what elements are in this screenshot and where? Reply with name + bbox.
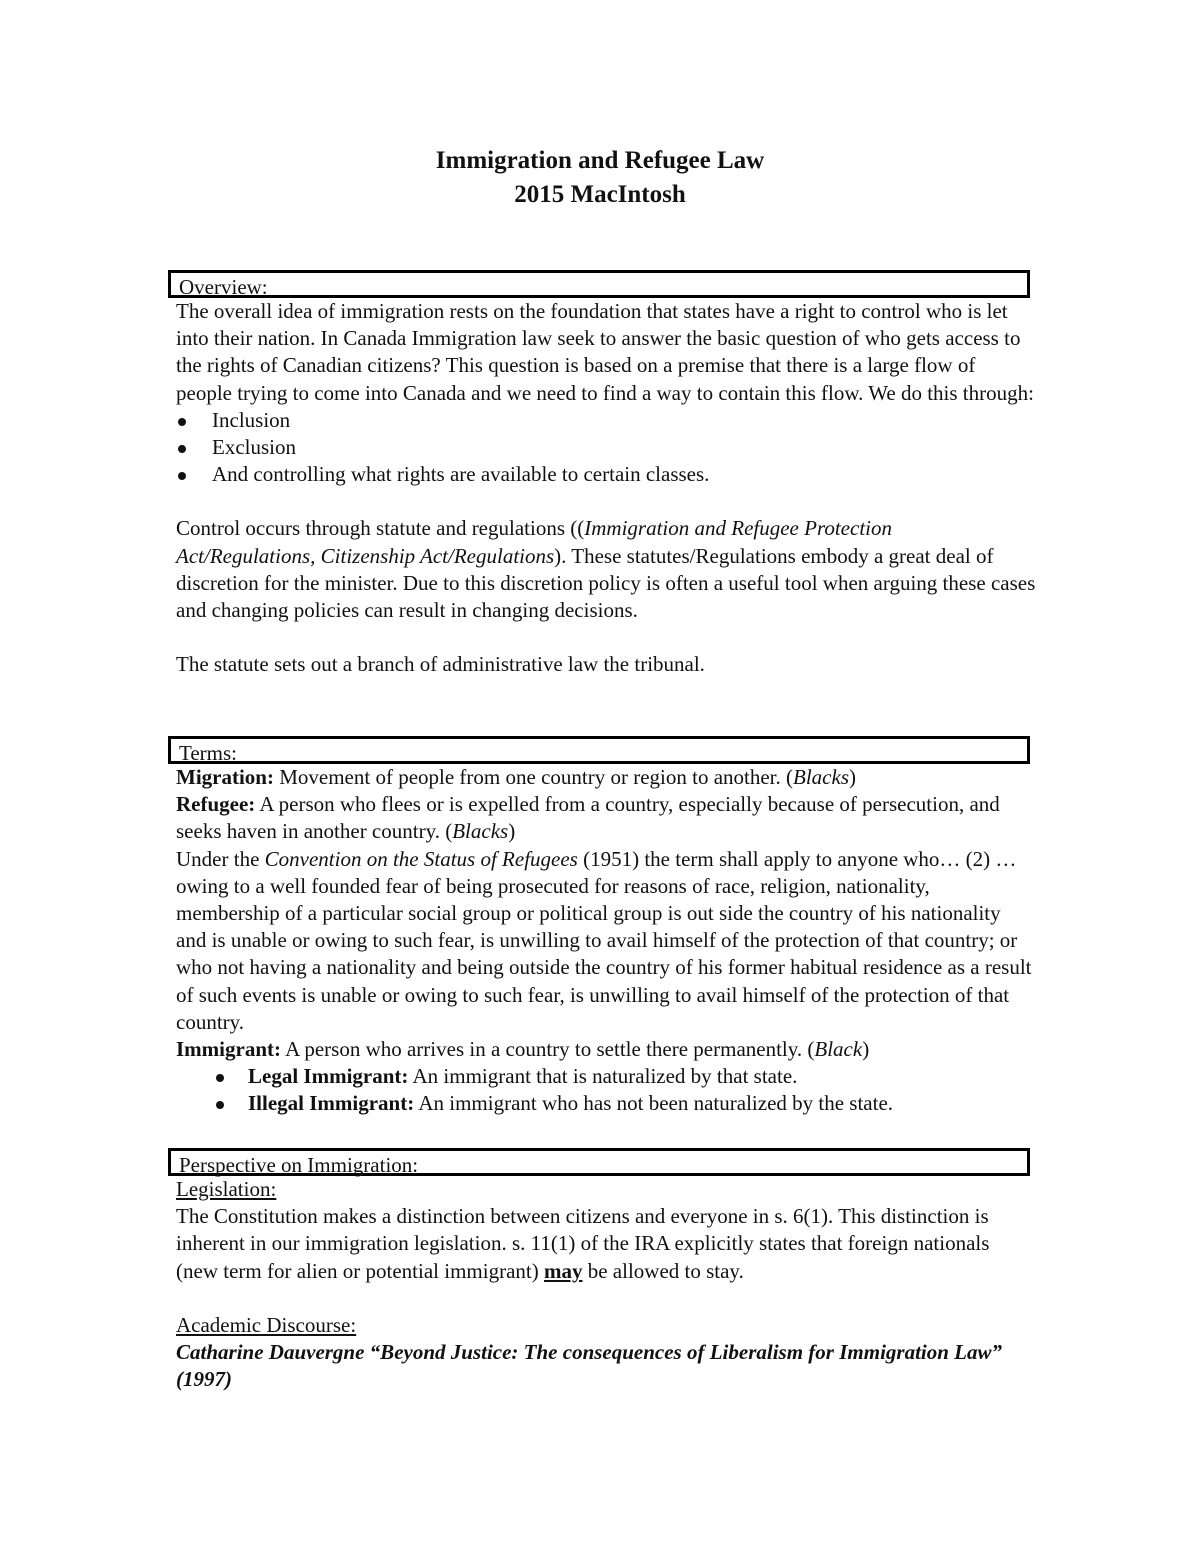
list-item: Illegal Immigrant: An immigrant who has not been naturalized by the state.	[176, 1090, 1036, 1117]
perspective-heading: Perspective on Immigration:	[179, 1153, 419, 1177]
terms-section	[176, 736, 1036, 1118]
term-migration: Migration: Movement of people from one country or region to another. (Blacks)	[176, 765, 856, 789]
term-immigrant: Immigrant: A person who arrives in a country to settle there permanently. (Black)	[176, 1037, 870, 1062]
list-item: Legal Immigrant: An immigrant that is naturalized by that state.	[176, 1063, 1036, 1090]
overview-section	[176, 270, 1036, 678]
overview-heading: Overview:	[179, 275, 268, 299]
title-line-1: Immigration and Refugee Law	[435, 147, 765, 174]
legislation-subheading: Legislation:	[176, 1177, 277, 1201]
perspective-section	[176, 1148, 1036, 1393]
perspective-heading-box	[168, 1148, 1030, 1176]
list-item: Exclusion	[176, 434, 1036, 461]
overview-paragraph-1: The overall idea of immigration rests on the foundation that states have a right to control who is let into their nation. In Canada Immigration law seek to answer the basic question of who gets access to the rights of Canadian citizens? This question is based on a premise that there is a large flow of people trying to come into Canada and we need to find a way to contain this flow. We do this through:	[176, 299, 1034, 405]
immigrant-types-list	[176, 1063, 1036, 1117]
academic-discourse-subheading: Academic Discourse:	[176, 1312, 357, 1337]
overview-heading-box	[168, 270, 1030, 298]
list-item: And controlling what rights are available to certain classes.	[176, 461, 1036, 488]
overview-paragraph-2: Control occurs through statute and regulations ((Immigration and Refugee Protection Act/Regulations, Citizenship Act/Regulations). These statutes/Regulations embody a great deal of discretion for the minister. Due to this discretion policy is often a useful tool when arguing these cases and changing policies can result in changing decisions.	[176, 516, 1036, 623]
document-title	[0, 144, 1200, 212]
term-refugee: Refugee: A person who flees or is expelled from a country, especially because of persecution, and seeks haven in another country. (Blacks)	[176, 792, 1000, 844]
terms-heading: Terms:	[179, 741, 238, 765]
terms-heading-box	[168, 736, 1030, 764]
academic-reference: Catharine Dauvergne “Beyond Justice: The consequences of Liberalism for Immigration Law” (1997)	[176, 1340, 1003, 1392]
title-line-2: 2015 MacIntosh	[514, 181, 686, 208]
list-item: Inclusion	[176, 407, 1036, 434]
term-convention-definition: Under the Convention on the Status of Refugees (1951) the term shall apply to anyone who… (2) …owing to a well founded fear of being prosecuted for reasons of race, religion, nationality, membership of a particular social group or political group is out side the country of his nationality and is unable or owing to such fear, is unwilling to avail himself of the protection of that country; or who not having a nationality and being outside the country of his former habitual residence as a result of such events is unable or owing to such fear, is unwilling to avail himself of the protection of that country.	[176, 846, 1032, 1034]
legislation-paragraph: The Constitution makes a distinction between citizens and everyone in s. 6(1). This distinction is inherent in our immigration legislation. s. 11(1) of the IRA explicitly states that foreign nationals (new term for alien or potential immigrant) may be allowed to stay.	[176, 1204, 990, 1283]
overview-paragraph-3: The statute sets out a branch of administrative law the tribunal.	[176, 652, 705, 677]
overview-bullet-list	[176, 407, 1036, 489]
